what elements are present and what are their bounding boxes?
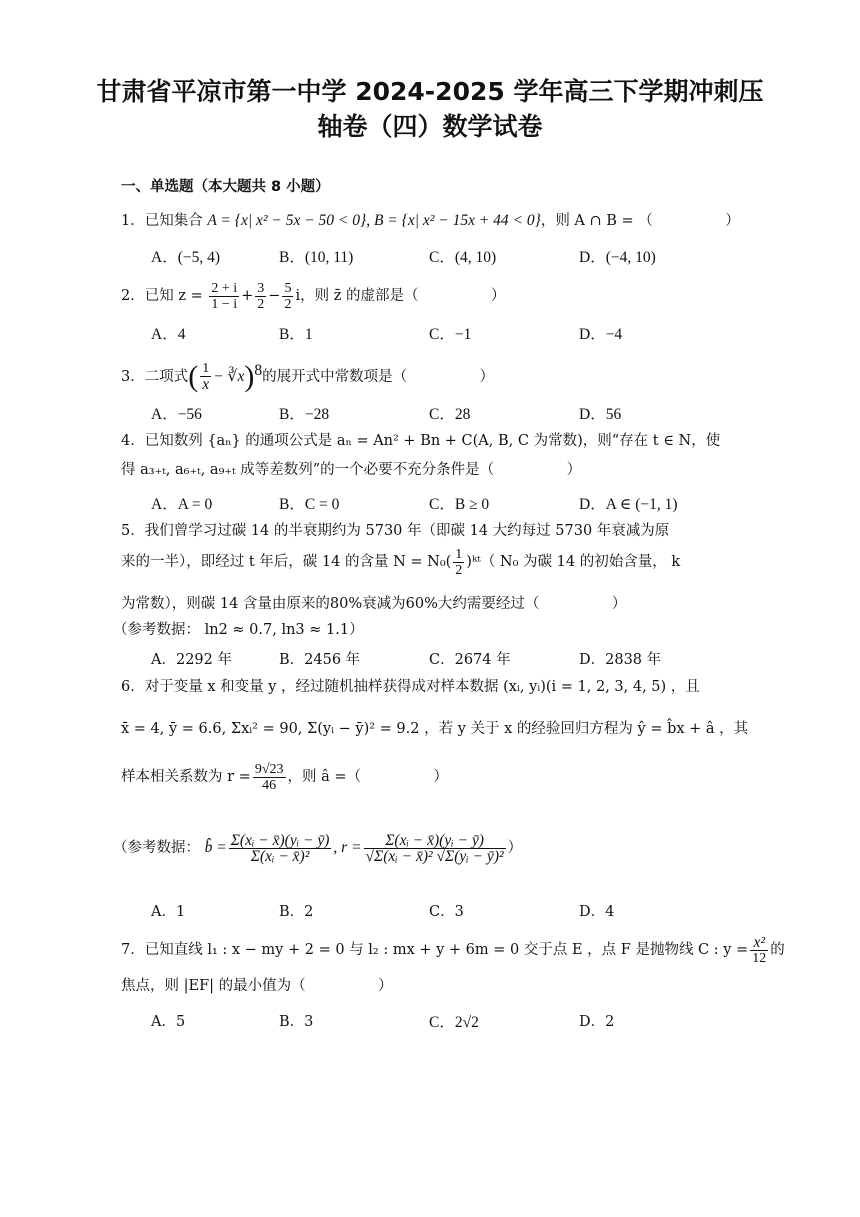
question-4-line1: 4．已知数列 {aₙ} 的通项公式是 aₙ = An² + Bn + C(A, B, C 为常数)，则“存在 t ∈ N，使 — [121, 433, 721, 449]
q2-option-d: D．−4 — [579, 326, 623, 343]
q2-options — [151, 322, 751, 346]
q2-suffix: i，则 z̄ 的虚部是（ ） — [295, 288, 506, 304]
q3-fraction: $\frac{1}{x}$ — [202, 361, 210, 394]
q7-option-b: B．3 — [279, 1014, 314, 1030]
q3-option-d: D．56 — [579, 406, 622, 423]
q7-option-a: A．5 — [151, 1014, 186, 1030]
q1-sets: A = {x| x² − 5x − 50 < 0}, B = {x| x² − 15x + 44 < 0} — [207, 212, 541, 229]
q2-prefix: 2．已知 z = — [121, 288, 203, 304]
q4-option-d: D．A ∈ (−1, 1) — [579, 496, 678, 513]
q6-option-a: A．1 — [151, 904, 186, 920]
q1-option-c: C．(4, 10) — [429, 249, 497, 266]
question-2: 2．已知 z = $\frac{2 + i}{1 - i}$ + $\frac{3}{2}$ − $\frac{5}{2}$ i，则 z̄ 的虚部是（ ） — [121, 280, 506, 312]
question-5-line1: 5．我们曾学习过碳 14 的半衰期约为 5730 年（即碳 14 大约每过 5730 年衰减为原 — [121, 523, 670, 539]
question-6-line1: 6．对于变量 x 和变量 y ，经过随机抽样获得成对样本数据 (xᵢ, yᵢ)(i = 1, 2, 3, 4, 5) ，且 — [121, 679, 700, 695]
q7-option-d: D．2 — [579, 1014, 615, 1030]
q4-option-c: C．B ≥ 0 — [429, 496, 490, 513]
q1-suffix: ，则 A ∩ B = （ ） — [540, 213, 740, 229]
question-5-line2: 来的一半），即经过 t 年后，碳 14 的含量 N = N₀( $\frac{1}{2}$ )ᵏᵗ（ N₀ 为碳 14 的初始含量， k — [121, 546, 681, 578]
question-3: 3．二项式( $\frac{1}{x}$ − ∛x)$^8$的展开式中常数项是（ ） — [121, 359, 495, 394]
q5-option-d: D．2838 年 — [579, 652, 662, 668]
q2-fraction-1: $\frac{2 + i}{1 - i}$ — [211, 280, 238, 312]
q3-root: − ∛x — [213, 367, 245, 385]
q4-options — [151, 492, 751, 516]
q6-b-formula: $\frac{\text{Σ(xᵢ − x̄)(yᵢ − ȳ)}}{\text{Σ(xᵢ − x̄)²}}$ — [230, 831, 330, 865]
q5-options — [151, 648, 751, 672]
question-1 — [121, 210, 740, 232]
q6-option-b: B．2 — [279, 904, 314, 920]
question-6-reference: （参考数据： b̂ = $\frac{\text{Σ(xᵢ − x̄)(yᵢ − ȳ)}}{\text{Σ(xᵢ − x̄)²}}$ , r = $\frac{\text{Σ(xᵢ − x̄)(yᵢ − ȳ)}}{\text{√Σ(xᵢ − x̄)² √Σ(yᵢ − ȳ)²}}$ ） — [113, 831, 523, 865]
question-5-reference: （参考数据： ln2 ≈ 0.7, ln3 ≈ 1.1） — [113, 622, 364, 638]
q1-option-a: A．(−5, 4) — [151, 249, 221, 266]
q6-options — [151, 900, 751, 924]
q6-r-formula: $\frac{\text{Σ(xᵢ − x̄)(yᵢ − ȳ)}}{\text{√Σ(xᵢ − x̄)² √Σ(yᵢ − ȳ)²}}$ — [365, 831, 504, 865]
q3-prefix: 3．二项式 — [121, 368, 189, 385]
q5-option-c: C．2674 年 — [429, 652, 511, 668]
q7-option-c: C．2√2 — [429, 1014, 479, 1031]
q2-option-a: A．4 — [151, 326, 186, 343]
exam-title-line2: 轴卷（四）数学试卷 — [317, 112, 543, 141]
q3-options — [151, 402, 751, 426]
q6-option-c: C．3 — [429, 904, 464, 920]
q4-option-b: B．C = 0 — [279, 496, 340, 513]
q7-options — [151, 1010, 751, 1034]
q2-fraction-2: $\frac{3}{2}$ — [257, 280, 265, 312]
section-heading: 一、单选题（本大题共 8 小题） — [121, 179, 330, 195]
q1-option-b: B．(10, 11) — [279, 249, 354, 266]
q3-option-c: C．28 — [429, 406, 471, 423]
q6-r-fraction: $\frac{9√23}{46}$ — [254, 761, 284, 793]
q7-fraction: $\frac{\text{x²}}{12}$ — [752, 933, 767, 966]
q6-option-d: D．4 — [579, 904, 615, 920]
q3-option-a: A．−56 — [151, 406, 202, 423]
exam-title-line1: 甘肃省平凉市第一中学 2024-2025 学年高三下学期冲刺压 — [96, 77, 764, 106]
q1-options — [151, 245, 751, 269]
question-7-line2: 焦点，则 |EF| 的最小值为（ ） — [121, 978, 393, 994]
question-5-line3: 为常数），则碳 14 含量由原来的80%衰减为60%大约需要经过（ ） — [121, 596, 627, 612]
q3-option-b: B．−28 — [279, 406, 330, 423]
q1-option-d: D．(−4, 10) — [579, 249, 656, 266]
q1-prefix: 1．已知集合 — [121, 213, 203, 229]
q3-suffix: 的展开式中常数项是（ ） — [262, 368, 495, 385]
q5-option-b: B．2456 年 — [279, 652, 361, 668]
q2-option-b: B．1 — [279, 326, 313, 343]
question-6-line3: 样本相关系数为 r = $\frac{9√23}{46}$ ，则 â =（ ） — [121, 761, 449, 793]
q3-power: 8 — [254, 362, 263, 379]
question-4-line2: 得 a₃₊ₜ, a₆₊ₜ, a₉₊ₜ 成等差数列”的一个必要不充分条件是（ ） — [121, 462, 582, 478]
q5-option-a: A．2292 年 — [151, 652, 232, 668]
q2-option-c: C．−1 — [429, 326, 472, 343]
question-6-line2: x̄ = 4, ȳ = 6.6, Σxᵢ² = 90, Σ(yᵢ − ȳ)² = 9.2 ，若 y 关于 x 的经验回归方程为 ŷ = b̂x + â ，其 — [121, 721, 749, 737]
q4-option-a: A．A = 0 — [151, 496, 213, 513]
question-7-line1: 7．已知直线 l₁ : x − my + 2 = 0 与 l₂ : mx + y + 6m = 0 交于点 E ，点 F 是抛物线 C : y = $\frac{\text{x²}}{12}$ 的 — [121, 933, 785, 966]
q2-fraction-3: $\frac{5}{2}$ — [284, 280, 292, 312]
q5-fraction: $\frac{1}{2}$ — [455, 546, 463, 578]
